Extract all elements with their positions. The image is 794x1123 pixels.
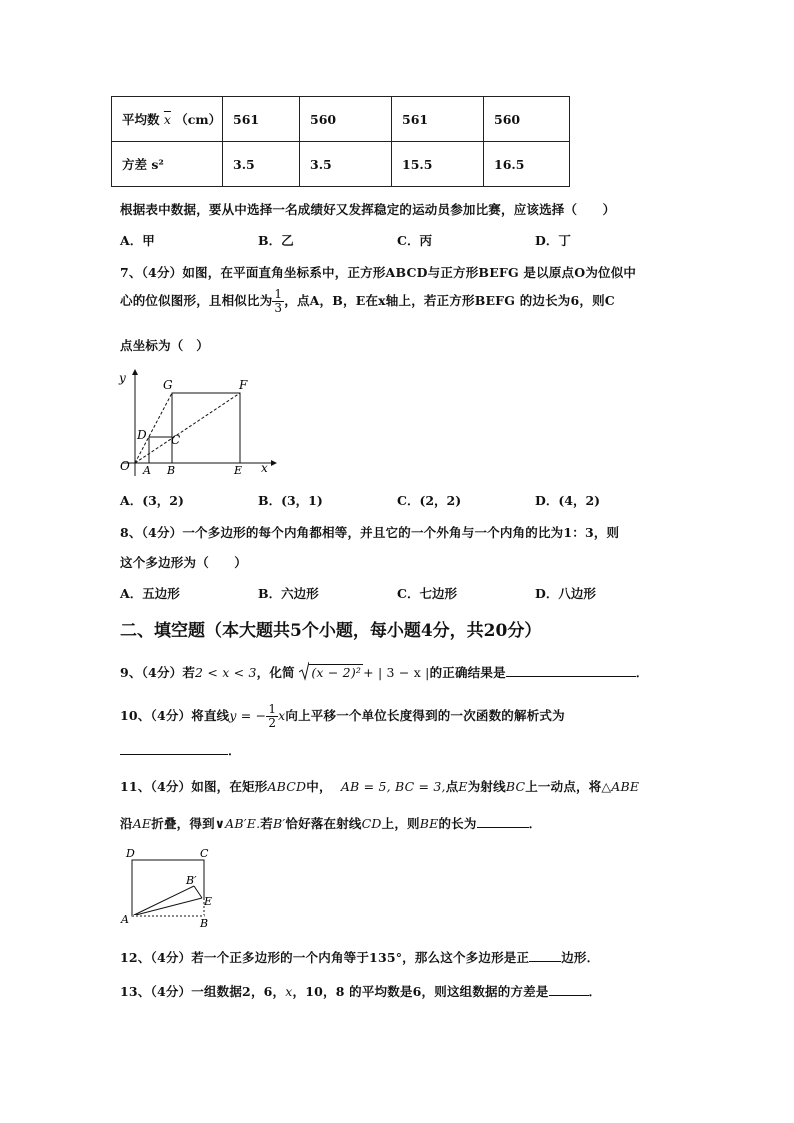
q7-option-b: B．(3，1) [258, 493, 323, 508]
q6-text: 根据表中数据，要从中选择一名成绩好又发挥稳定的运动员参加比赛，应该选择（ ） [120, 202, 616, 217]
square-befg [172, 393, 240, 463]
table-cell: 3.5 [223, 142, 300, 187]
label-f: F [239, 378, 248, 392]
q8-option-a: A．五边形 [120, 586, 180, 601]
q10: 10、（4分）将直线y = − $\frac{1}{2}$ x向上平移一个单位长度得到的一次函数的解析式为 [120, 702, 565, 730]
table-cell: 561 [223, 97, 300, 142]
q10-answer-line: ． [120, 741, 241, 759]
q7-line2: 心的位似图形，且相似比为 $\frac{1}{3}$ ，点A，B，E在x轴上，若正方形BEFG 的边长为6，则C [120, 287, 615, 315]
q7-fraction: $\frac{1}{3}$ [274, 287, 283, 315]
table-cell: 560 [484, 97, 570, 142]
q11-line1: 11、（4分）如图，在矩形ABCD中， AB = 5, BC = 3,点E为射线BC上一动点，将△ABE [120, 779, 640, 794]
q8-line1: 8、（4分）一个多边形的每个内角都相等，并且它的一个外角与一个内角的比为1：3，则 [120, 525, 620, 540]
table-cell: 16.5 [484, 142, 570, 187]
label-e: E [204, 895, 213, 908]
q8-line2: 这个多边形为（ ） [120, 555, 248, 570]
q6-option-d: D．丁 [535, 233, 571, 248]
label-g: G [163, 378, 173, 392]
answer-blank [506, 664, 636, 677]
table-header-mean: 平均数 $\overline{x}$ （cm） [112, 97, 223, 142]
line-ab-prime [132, 886, 194, 916]
q7-figure [113, 368, 278, 480]
table-cell: 560 [300, 97, 392, 142]
table-cell: 561 [392, 97, 484, 142]
q10-fraction: $\frac{1}{2}$ [268, 702, 277, 730]
answer-blank [477, 815, 529, 828]
q7-option-d: D．(4，2) [535, 493, 601, 508]
label-b-prime: B′ [186, 874, 197, 887]
data-table [111, 96, 570, 187]
q7-option-a: A．(3，2) [120, 493, 184, 508]
label-x: x [261, 461, 268, 475]
q6-option-b: B．乙 [258, 233, 294, 248]
table-row [112, 142, 570, 187]
answer-blank [529, 949, 561, 962]
line-b-prime-e [194, 886, 202, 898]
label-a: A [143, 464, 151, 477]
answer-blank [120, 742, 228, 755]
label-e: E [234, 464, 243, 477]
table-header-variance: 方差 s² [112, 142, 223, 187]
q9: 9、（4分）若2 < x < 3，化简 (x − 2)² + | 3 − x |的正确结果是 ． [120, 663, 648, 681]
x-axis-arrow [271, 460, 277, 466]
q12: 12、（4分）若一个正多边形的一个内角等于135°，那么这个多边形是正 边形． [120, 950, 600, 965]
label-c: C [200, 847, 209, 860]
q8-option-c: C．七边形 [397, 586, 457, 601]
line-ae [132, 898, 202, 916]
sqrt-expression: (x − 2)² [299, 665, 363, 680]
q7-line1: 7、（4分）如图，在平面直角坐标系中，正方形ABCD与正方形BEFG 是以原点O为位似中 [120, 265, 637, 280]
label-o: O [120, 459, 130, 473]
radical-sign-icon [299, 661, 309, 681]
q7-line3: 点坐标为（ ） [120, 338, 209, 353]
q8-option-d: D．八边形 [535, 586, 596, 601]
q7-option-c: C．(2，2) [397, 493, 462, 508]
table-cell: 3.5 [300, 142, 392, 187]
dashed-line-of [135, 393, 240, 463]
q6-option-c: C．丙 [397, 233, 432, 248]
table-cell: 15.5 [392, 142, 484, 187]
answer-blank [549, 983, 589, 996]
table-row [112, 97, 570, 142]
label-d: D [126, 847, 135, 860]
label-d: D [137, 428, 147, 442]
y-axis-arrow [132, 369, 138, 375]
label-a: A [121, 913, 129, 926]
rectangle-abcd [132, 860, 204, 916]
q13: 13、（4分）一组数据2，6，x，10，8 的平均数是6，则这组数据的方差是 ． [120, 984, 602, 999]
q6-option-a: A．甲 [120, 233, 155, 248]
label-b: B [167, 464, 176, 477]
label-b: B [200, 917, 209, 928]
label-y: y [119, 371, 126, 385]
label-c: C [171, 433, 181, 447]
q11-figure [118, 846, 223, 928]
q11-line2: 沿AE折叠，得到∨AB′E.若B′恰好落在射线CD上，则BE的长为 ． [120, 816, 542, 831]
q8-option-b: B．六边形 [258, 586, 319, 601]
section-title: 二、填空题（本大题共5个小题，每小题4分，共20分） [120, 621, 542, 641]
